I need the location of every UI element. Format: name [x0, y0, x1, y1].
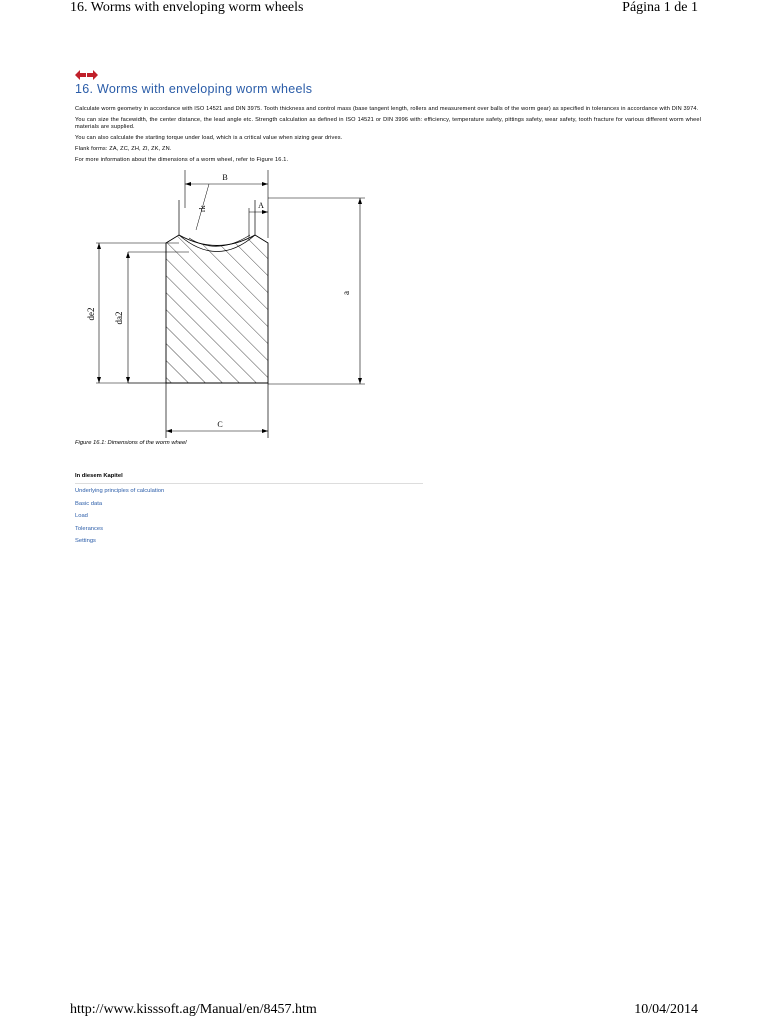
- label-rk: rk: [198, 205, 207, 212]
- worm-wheel-figure: [75, 168, 375, 438]
- label-de2: de2: [86, 307, 96, 321]
- chapter-title: In diesem Kapitel: [75, 473, 423, 484]
- print-header-title: 16. Worms with enveloping worm wheels: [70, 0, 304, 15]
- link-basic-data[interactable]: Basic data: [75, 500, 103, 507]
- print-header: [70, 0, 698, 20]
- print-header-page: Página 1 de 1: [622, 0, 698, 15]
- chapter-links: [75, 488, 423, 551]
- chapter-section: [75, 473, 423, 551]
- paragraph-sizing: You can size the facewidth, the center distance, the lead angle etc. Strength calculation as defined in ISO 14521 or DIN 3996 with: efficiency, temperature safety, pittings safety, wear safety, tooth fracture for various different worm wheel materials are supplied.: [75, 117, 701, 130]
- arrow-left-icon[interactable]: [75, 67, 86, 77]
- link-settings[interactable]: Settings: [75, 538, 96, 545]
- arrow-right-icon[interactable]: [87, 67, 98, 77]
- link-underlying-principles[interactable]: Underlying principles of calculation: [75, 488, 165, 494]
- link-load[interactable]: Load: [75, 513, 88, 520]
- page-content: [75, 66, 701, 551]
- label-b: B: [222, 173, 228, 182]
- print-footer-date: 10/04/2014: [634, 1002, 698, 1017]
- print-footer-url[interactable]: http://www.kisssoft.ag/Manual/en/8457.htm: [70, 1002, 317, 1017]
- link-tolerances[interactable]: Tolerances: [75, 525, 104, 532]
- paragraph-torque: You can also calculate the starting torque under load, which is a critical value when sizing gear drives.: [75, 135, 343, 141]
- nav-arrows: [75, 66, 701, 78]
- worm-wheel-drawing: [75, 168, 375, 438]
- print-footer: [70, 1002, 698, 1024]
- label-da2: da2: [114, 311, 124, 325]
- paragraph-flank-forms: Flank forms: ZA, ZC, ZH, ZI, ZK, ZN.: [75, 146, 172, 152]
- paragraph-intro: Calculate worm geometry in accordance with ISO 14521 and DIN 3975. Tooth thickness and control mass (base tangent length, rollers and measurement over balls of the worm gear) as specified in tolerances in accordance with DIN 3974.: [75, 106, 699, 112]
- label-a-offset: A: [258, 201, 264, 210]
- paragraph-figure-ref: For more information about the dimensions of a worm wheel, refer to Figure 16.1.: [75, 157, 289, 163]
- page-title: 16. Worms with enveloping worm wheels: [75, 82, 313, 96]
- figure-caption: Figure 16.1: Dimensions of the worm wheel: [75, 440, 187, 446]
- label-c: C: [217, 420, 223, 429]
- label-center-distance: a: [341, 291, 351, 295]
